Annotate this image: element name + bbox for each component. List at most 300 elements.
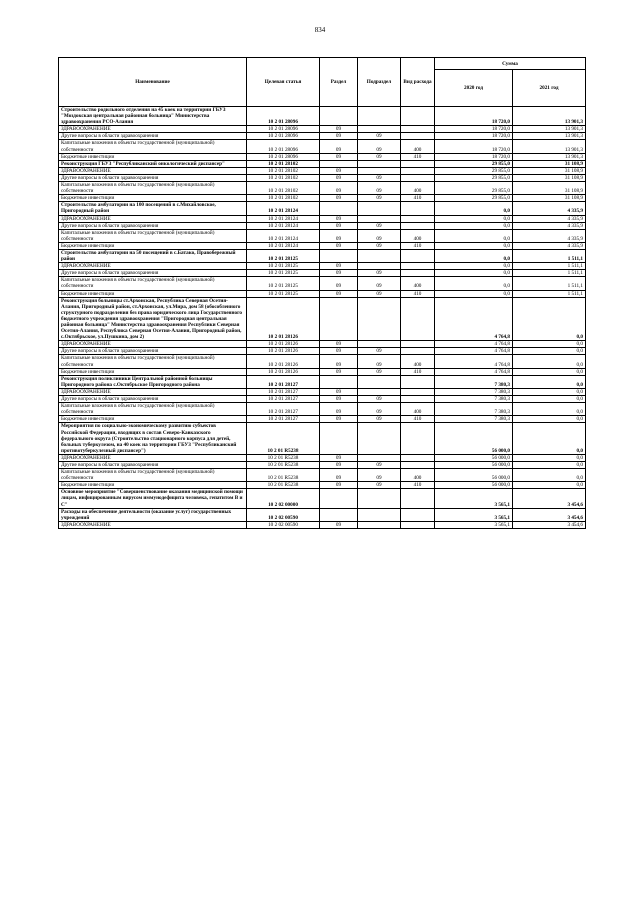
table-row <box>59 454 586 461</box>
row-subsection <box>358 508 401 521</box>
header-year-2020: 2020 год <box>435 70 513 107</box>
row-sum-2020: 0,0 <box>435 242 513 249</box>
row-subsection: 09 <box>358 270 401 277</box>
table-row <box>59 375 586 388</box>
row-name: Капитальные вложения в объекты государственной (муниципальной) собственности <box>59 140 247 153</box>
table-row <box>59 263 586 270</box>
row-sum-2021: 31 108,9 <box>513 195 586 202</box>
row-target: 10 2 01 R5238 <box>247 454 320 461</box>
row-sum-2021: 4 335,9 <box>513 222 586 229</box>
row-name: Бюджетные инвестиции <box>59 195 247 202</box>
table-row <box>59 297 586 341</box>
row-target: 10 2 02 00000 <box>247 489 320 508</box>
row-subsection <box>358 263 401 270</box>
header-sum: Сумма <box>435 58 586 70</box>
table-row <box>59 107 586 126</box>
row-name: ЗДРАВООХРАНЕНИЕ <box>59 454 247 461</box>
row-sum-2021: 0,0 <box>513 396 586 403</box>
row-subsection <box>358 341 401 348</box>
row-section: 09 <box>320 270 358 277</box>
row-sum-2020: 0,0 <box>435 215 513 222</box>
table-row <box>59 355 586 368</box>
row-sum-2021: 0,0 <box>513 423 586 454</box>
row-expense-type <box>401 396 435 403</box>
row-sum-2020: 29 855,0 <box>435 160 513 167</box>
row-name: ЗДРАВООХРАНЕНИЕ <box>59 521 247 528</box>
row-target: 10 2 01 28127 <box>247 416 320 423</box>
header-target: Целевая статья <box>247 58 320 107</box>
row-sum-2020: 4 764,8 <box>435 297 513 341</box>
row-sum-2020: 18 720,0 <box>435 107 513 126</box>
row-name: Бюджетные инвестиции <box>59 416 247 423</box>
row-subsection <box>358 107 401 126</box>
row-name: Капитальные вложения в объекты государственной (муниципальной) собственности <box>59 182 247 195</box>
row-section <box>320 423 358 454</box>
row-name: Другие вопросы в области здравоохранения <box>59 348 247 355</box>
row-sum-2020: 56 000,0 <box>435 469 513 482</box>
row-section: 09 <box>320 403 358 416</box>
row-sum-2021: 13 901,3 <box>513 140 586 153</box>
row-expense-type <box>401 202 435 215</box>
row-section: 09 <box>320 153 358 160</box>
row-sum-2020: 29 855,0 <box>435 174 513 181</box>
row-sum-2021: 0,0 <box>513 403 586 416</box>
table-row <box>59 242 586 249</box>
row-section <box>320 508 358 521</box>
row-sum-2020: 56 000,0 <box>435 461 513 468</box>
row-name: Капитальные вложения в объекты государственной (муниципальной) собственности <box>59 355 247 368</box>
row-target: 10 2 01 28125 <box>247 270 320 277</box>
row-section: 09 <box>320 229 358 242</box>
row-sum-2021: 1 511,1 <box>513 270 586 277</box>
row-name: Другие вопросы в области здравоохранения <box>59 222 247 229</box>
row-sum-2021: 31 108,9 <box>513 167 586 174</box>
row-sum-2021: 1 511,1 <box>513 263 586 270</box>
row-name: Реконструкция ГБУЗ "Республиканский онкологический диспансер" <box>59 160 247 167</box>
row-target: 10 2 01 28127 <box>247 388 320 395</box>
row-sum-2021: 0,0 <box>513 355 586 368</box>
row-subsection: 09 <box>358 195 401 202</box>
row-sum-2021: 4 335,9 <box>513 202 586 215</box>
row-target: 10 2 01 28102 <box>247 195 320 202</box>
row-sum-2020: 7 380,3 <box>435 416 513 423</box>
row-expense-type <box>401 133 435 140</box>
row-section <box>320 160 358 167</box>
row-name: Реконструкция поликлиники Центральной районной больницы Пригородного района с.Октябрьское Пригородного района <box>59 375 247 388</box>
row-sum-2021: 1 511,1 <box>513 290 586 297</box>
row-sum-2020: 0,0 <box>435 263 513 270</box>
row-name: Строительство амбулатории на 100 посещений в с.Михайловское, Пригородный район <box>59 202 247 215</box>
row-sum-2020: 3 565,1 <box>435 521 513 528</box>
row-subsection <box>358 521 401 528</box>
row-target: 10 2 01 28127 <box>247 403 320 416</box>
table-row <box>59 215 586 222</box>
row-section: 09 <box>320 290 358 297</box>
row-target: 10 2 01 28126 <box>247 355 320 368</box>
row-name: Бюджетные инвестиции <box>59 368 247 375</box>
row-subsection: 09 <box>358 482 401 489</box>
row-sum-2020: 0,0 <box>435 270 513 277</box>
row-name: Капитальные вложения в объекты государственной (муниципальной) собственности <box>59 469 247 482</box>
table-row <box>59 229 586 242</box>
row-expense-type <box>401 297 435 341</box>
row-expense-type <box>401 263 435 270</box>
row-sum-2020: 4 764,8 <box>435 341 513 348</box>
row-target: 10 2 01 28124 <box>247 242 320 249</box>
row-section: 09 <box>320 174 358 181</box>
table-body <box>59 107 586 529</box>
row-sum-2020: 7 380,3 <box>435 375 513 388</box>
row-section: 09 <box>320 222 358 229</box>
row-target: 10 2 02 00590 <box>247 508 320 521</box>
row-section: 09 <box>320 348 358 355</box>
row-subsection: 09 <box>358 403 401 416</box>
row-target: 10 2 01 28102 <box>247 167 320 174</box>
row-expense-type <box>401 423 435 454</box>
row-target: 10 2 01 28126 <box>247 297 320 341</box>
table-row <box>59 182 586 195</box>
row-sum-2021: 0,0 <box>513 388 586 395</box>
row-subsection: 09 <box>358 140 401 153</box>
table-row <box>59 348 586 355</box>
row-sum-2021: 0,0 <box>513 341 586 348</box>
row-section: 09 <box>320 368 358 375</box>
row-expense-type <box>401 270 435 277</box>
row-target: 10 2 01 28096 <box>247 140 320 153</box>
row-sum-2021: 4 335,9 <box>513 229 586 242</box>
row-subsection <box>358 388 401 395</box>
page-number: 834 <box>314 26 326 34</box>
row-target: 10 2 01 28096 <box>247 107 320 126</box>
row-subsection <box>358 167 401 174</box>
table-row <box>59 133 586 140</box>
row-subsection: 09 <box>358 182 401 195</box>
row-sum-2021: 0,0 <box>513 454 586 461</box>
row-section <box>320 375 358 388</box>
row-target: 10 2 01 28096 <box>247 153 320 160</box>
row-expense-type <box>401 388 435 395</box>
table-row <box>59 290 586 297</box>
row-sum-2020: 0,0 <box>435 222 513 229</box>
row-sum-2021: 0,0 <box>513 297 586 341</box>
row-section: 09 <box>320 396 358 403</box>
row-expense-type <box>401 215 435 222</box>
table-row <box>59 270 586 277</box>
budget-table <box>58 57 586 529</box>
table-row <box>59 416 586 423</box>
header-subsection: Подраздел <box>358 58 401 107</box>
table-row <box>59 222 586 229</box>
row-name: Бюджетные инвестиции <box>59 242 247 249</box>
row-subsection <box>358 489 401 508</box>
row-sum-2020: 3 565,1 <box>435 508 513 521</box>
row-sum-2020: 56 000,0 <box>435 454 513 461</box>
row-target: 10 2 01 28096 <box>247 133 320 140</box>
row-sum-2020: 0,0 <box>435 202 513 215</box>
row-sum-2020: 4 764,8 <box>435 368 513 375</box>
table-row <box>59 368 586 375</box>
row-subsection <box>358 423 401 454</box>
table-row <box>59 461 586 468</box>
row-sum-2020: 4 764,8 <box>435 348 513 355</box>
row-name: Другие вопросы в области здравоохранения <box>59 270 247 277</box>
row-section: 09 <box>320 195 358 202</box>
row-sum-2021: 0,0 <box>513 416 586 423</box>
row-section: 09 <box>320 416 358 423</box>
row-sum-2020: 29 855,0 <box>435 167 513 174</box>
row-expense-type <box>401 160 435 167</box>
row-sum-2020: 29 855,0 <box>435 182 513 195</box>
row-section: 09 <box>320 277 358 290</box>
row-sum-2020: 7 380,3 <box>435 396 513 403</box>
row-subsection: 09 <box>358 242 401 249</box>
table-row <box>59 174 586 181</box>
row-name: Другие вопросы в области здравоохранения <box>59 174 247 181</box>
row-name: Другие вопросы в области здравоохранения <box>59 133 247 140</box>
row-sum-2021: 0,0 <box>513 469 586 482</box>
header-section: Раздел <box>320 58 358 107</box>
row-target: 10 2 01 28125 <box>247 249 320 262</box>
row-name: Бюджетные инвестиции <box>59 290 247 297</box>
row-expense-type: 400 <box>401 403 435 416</box>
row-section: 09 <box>320 167 358 174</box>
table-row <box>59 521 586 528</box>
row-sum-2021: 3 454,6 <box>513 508 586 521</box>
header-name: Наименование <box>59 58 247 107</box>
row-expense-type: 400 <box>401 469 435 482</box>
row-sum-2021: 3 454,6 <box>513 489 586 508</box>
row-expense-type <box>401 375 435 388</box>
row-sum-2021: 13 901,3 <box>513 133 586 140</box>
row-expense-type: 410 <box>401 368 435 375</box>
row-subsection <box>358 249 401 262</box>
row-sum-2021: 31 108,9 <box>513 174 586 181</box>
table-row <box>59 489 586 508</box>
row-target: 10 2 01 28124 <box>247 215 320 222</box>
table-row <box>59 195 586 202</box>
row-sum-2021: 0,0 <box>513 482 586 489</box>
row-subsection <box>358 375 401 388</box>
row-target: 10 2 01 28124 <box>247 229 320 242</box>
row-target: 10 2 01 28126 <box>247 341 320 348</box>
row-name: Мероприятия по социально-экономическому развитию субъектов Российской Федерации, входящих в состав Северо-Кавказского федерального округа (Строительство стационарного корпуса для детей, больных туберкулезом, на 40 коек на территории ГБУЗ "Республиканский противотуберкулезный диспансер") <box>59 423 247 454</box>
row-sum-2021: 31 108,9 <box>513 182 586 195</box>
row-expense-type <box>401 167 435 174</box>
row-target: 10 2 01 28125 <box>247 263 320 270</box>
row-target: 10 2 01 28125 <box>247 277 320 290</box>
row-expense-type <box>401 348 435 355</box>
row-name: Капитальные вложения в объекты государственной (муниципальной) собственности <box>59 403 247 416</box>
row-sum-2021: 1 511,1 <box>513 277 586 290</box>
row-section <box>320 107 358 126</box>
row-sum-2021: 0,0 <box>513 368 586 375</box>
row-target: 10 2 01 28124 <box>247 222 320 229</box>
row-expense-type: 400 <box>401 140 435 153</box>
row-expense-type: 410 <box>401 153 435 160</box>
table-row <box>59 403 586 416</box>
row-subsection: 09 <box>358 133 401 140</box>
row-subsection: 09 <box>358 153 401 160</box>
table-row <box>59 160 586 167</box>
row-expense-type <box>401 126 435 133</box>
row-subsection <box>358 126 401 133</box>
row-target: 10 2 01 28096 <box>247 126 320 133</box>
row-target: 10 2 01 28102 <box>247 182 320 195</box>
row-sum-2020: 0,0 <box>435 290 513 297</box>
row-expense-type: 400 <box>401 182 435 195</box>
table-row <box>59 423 586 454</box>
row-sum-2021: 13 901,3 <box>513 153 586 160</box>
row-expense-type: 400 <box>401 355 435 368</box>
row-subsection: 09 <box>358 461 401 468</box>
row-name: Другие вопросы в области здравоохранения <box>59 461 247 468</box>
row-expense-type <box>401 521 435 528</box>
row-section <box>320 202 358 215</box>
row-name: Строительство амбулатории на 50 посещений в с.Батако, Правобережный район <box>59 249 247 262</box>
row-sum-2021: 4 335,9 <box>513 242 586 249</box>
row-sum-2020: 56 000,0 <box>435 423 513 454</box>
table-row <box>59 469 586 482</box>
row-expense-type <box>401 249 435 262</box>
row-subsection: 09 <box>358 290 401 297</box>
row-target: 10 2 01 R5238 <box>247 461 320 468</box>
row-target: 10 2 01 28127 <box>247 375 320 388</box>
table-row <box>59 126 586 133</box>
row-sum-2020: 56 000,0 <box>435 482 513 489</box>
row-section: 09 <box>320 388 358 395</box>
row-sum-2020: 18 720,0 <box>435 133 513 140</box>
row-name: Капитальные вложения в объекты государственной (муниципальной) собственности <box>59 229 247 242</box>
row-name: Капитальные вложения в объекты государственной (муниципальной) собственности <box>59 277 247 290</box>
row-expense-type <box>401 508 435 521</box>
row-name: Основное мероприятие "Совершенствование оказания медицинской помощи лицам, инфицированным вирусом иммунодефицита человека, гепатитом В и С" <box>59 489 247 508</box>
row-target: 10 2 01 R5238 <box>247 469 320 482</box>
table-row <box>59 153 586 160</box>
row-subsection: 09 <box>358 174 401 181</box>
row-name: ЗДРАВООХРАНЕНИЕ <box>59 215 247 222</box>
row-subsection: 09 <box>358 396 401 403</box>
row-expense-type <box>401 107 435 126</box>
row-name: ЗДРАВООХРАНЕНИЕ <box>59 167 247 174</box>
row-subsection: 09 <box>358 355 401 368</box>
table-row <box>59 396 586 403</box>
row-subsection: 09 <box>358 348 401 355</box>
row-expense-type: 410 <box>401 195 435 202</box>
row-target: 10 2 01 28125 <box>247 290 320 297</box>
table-row <box>59 388 586 395</box>
row-section: 09 <box>320 341 358 348</box>
row-expense-type: 400 <box>401 277 435 290</box>
row-section: 09 <box>320 133 358 140</box>
row-sum-2020: 18 720,0 <box>435 126 513 133</box>
row-name: Бюджетные инвестиции <box>59 482 247 489</box>
row-name: Реконструкция больницы ст.Архонская, Республика Северная Осетия-Алания, Пригородный район, ст.Архонская, ул.Мира, дом 58 (обособленного структурного подразделения без права юридического лица Государственного бюджетного учреждения здравоохранения "Пригородная центральная районная больница" Министерства здравоохранения Республики Северная Осетия-Алания, Республика Северная Осетия-Алания, Пригородный район, с.Октябрьское, ул.Пушкина, дом 2) <box>59 297 247 341</box>
table-row <box>59 277 586 290</box>
row-name: Расходы на обеспечение деятельности (оказание услуг) государственных учреждений <box>59 508 247 521</box>
row-expense-type <box>401 222 435 229</box>
row-subsection: 09 <box>358 229 401 242</box>
row-expense-type: 400 <box>401 229 435 242</box>
row-section: 09 <box>320 126 358 133</box>
row-target: 10 2 01 R5238 <box>247 423 320 454</box>
table-row <box>59 482 586 489</box>
row-subsection <box>358 454 401 461</box>
row-subsection <box>358 202 401 215</box>
row-subsection: 09 <box>358 368 401 375</box>
table-row <box>59 249 586 262</box>
table-row <box>59 140 586 153</box>
row-target: 10 2 01 28126 <box>247 368 320 375</box>
row-section: 09 <box>320 454 358 461</box>
row-section: 09 <box>320 482 358 489</box>
row-target: 10 2 01 28102 <box>247 174 320 181</box>
row-name: ЗДРАВООХРАНЕНИЕ <box>59 388 247 395</box>
row-sum-2020: 0,0 <box>435 277 513 290</box>
row-section <box>320 297 358 341</box>
row-section: 09 <box>320 140 358 153</box>
row-section: 09 <box>320 521 358 528</box>
row-name: ЗДРАВООХРАНЕНИЕ <box>59 341 247 348</box>
row-expense-type: 410 <box>401 416 435 423</box>
row-sum-2020: 3 565,1 <box>435 489 513 508</box>
row-sum-2021: 0,0 <box>513 461 586 468</box>
row-expense-type: 410 <box>401 290 435 297</box>
row-section: 09 <box>320 242 358 249</box>
row-sum-2021: 31 108,9 <box>513 160 586 167</box>
row-expense-type <box>401 454 435 461</box>
row-sum-2020: 0,0 <box>435 249 513 262</box>
row-subsection <box>358 160 401 167</box>
table-row <box>59 341 586 348</box>
row-target: 10 2 01 28127 <box>247 396 320 403</box>
row-sum-2020: 7 380,3 <box>435 388 513 395</box>
row-section: 09 <box>320 263 358 270</box>
row-sum-2020: 18 720,0 <box>435 153 513 160</box>
row-target: 10 2 01 28126 <box>247 348 320 355</box>
row-target: 10 2 01 28124 <box>247 202 320 215</box>
row-name: Строительство родильного отделения на 45 коек на территории ГБУЗ "Моздокская центральная районная больница" Министерства здравоохранения РСО-Алания <box>59 107 247 126</box>
header-expense-type: Вид расхода <box>401 58 435 107</box>
row-name: Бюджетные инвестиции <box>59 153 247 160</box>
row-sum-2020: 7 380,3 <box>435 403 513 416</box>
row-section: 09 <box>320 469 358 482</box>
table-row <box>59 202 586 215</box>
row-expense-type <box>401 461 435 468</box>
row-name: Другие вопросы в области здравоохранения <box>59 396 247 403</box>
row-target: 10 2 01 28102 <box>247 160 320 167</box>
row-sum-2021: 3 454,6 <box>513 521 586 528</box>
row-section <box>320 489 358 508</box>
row-subsection <box>358 297 401 341</box>
header-year-2021: 2021 год <box>513 70 586 107</box>
row-sum-2021: 13 901,3 <box>513 126 586 133</box>
row-sum-2021: 4 335,9 <box>513 215 586 222</box>
row-target: 10 2 02 00590 <box>247 521 320 528</box>
row-section <box>320 249 358 262</box>
table-row <box>59 508 586 521</box>
row-subsection <box>358 215 401 222</box>
row-section: 09 <box>320 355 358 368</box>
row-expense-type <box>401 341 435 348</box>
row-expense-type <box>401 489 435 508</box>
row-expense-type <box>401 174 435 181</box>
row-sum-2020: 29 855,0 <box>435 195 513 202</box>
table-row <box>59 167 586 174</box>
row-expense-type: 410 <box>401 242 435 249</box>
row-sum-2020: 0,0 <box>435 229 513 242</box>
row-expense-type: 410 <box>401 482 435 489</box>
row-section: 09 <box>320 182 358 195</box>
